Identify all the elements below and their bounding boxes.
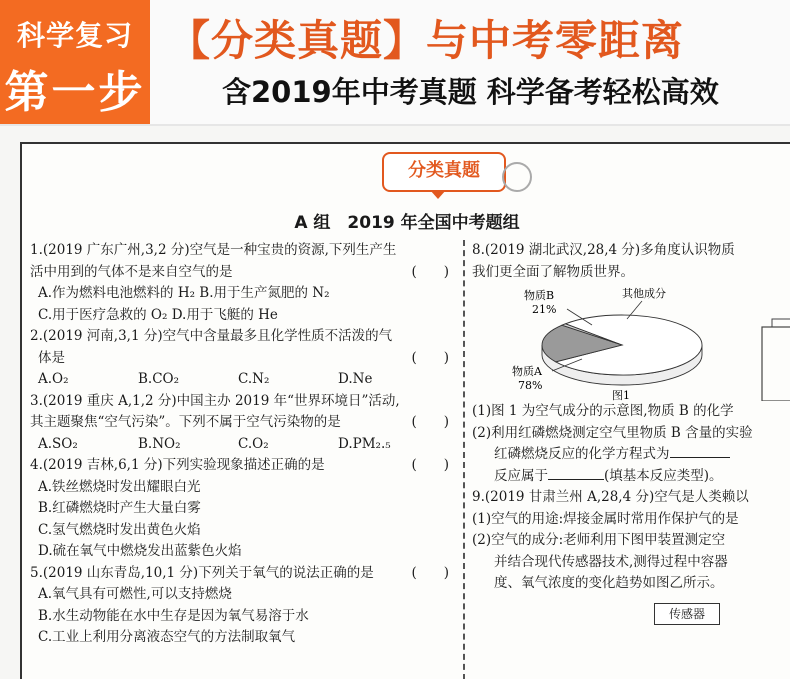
q2-line2-text: 体是 [38, 349, 65, 366]
badge-line1: 科学复习 [16, 19, 133, 52]
promo-banner [0, 0, 790, 126]
q1-option-cd: C.用于医疗急救的 O₂ D.用于飞艇的 He [38, 306, 278, 323]
workbook-page [20, 142, 790, 679]
fig-caption: 图1 [612, 389, 630, 401]
label-b-pct: 21% [532, 303, 557, 316]
label-a-pct: 78% [518, 379, 543, 392]
sensor-box [654, 603, 720, 625]
blank-line [548, 479, 604, 480]
q8-sub3 [472, 444, 790, 466]
q5-line1 [30, 563, 455, 585]
q2-line1: 2.(2019 河南,3,1 分)空气中含量最多且化学性质不活泼的气 [30, 328, 393, 344]
q3-options [30, 434, 455, 456]
section-tag: 分类真题 [382, 152, 506, 192]
q3-line1: 3.(2019 重庆 A,1,2 分)中国主办 2019 年“世界环境日”活动, [30, 392, 400, 409]
pie-chart [472, 283, 790, 401]
q9-line5: 度、氧气浓度的变化趋势如图乙所示。 [494, 575, 724, 591]
q2-option-b: B.CO₂ [138, 371, 180, 387]
q9-line4: 并结合现代传感器技术,测得过程中容器 [494, 553, 728, 570]
sensor-label: 传感器 [668, 606, 705, 621]
q5-option-b: B.水生动物能在水中生存是因为氧气易溶于水 [38, 607, 309, 624]
answer-paren: ( ) [411, 414, 449, 430]
banner-headline: 【分类真题】与中考零距离 [168, 16, 685, 65]
q8-sub3-text: 红磷燃烧反应的化学方程式为 [494, 446, 670, 462]
q4-line1 [30, 455, 455, 477]
q3-option-d: D.PM₂.₅ [338, 435, 391, 452]
label-a: 物质A [512, 365, 542, 378]
label-other: 其他成分 [622, 287, 666, 300]
q1-line1: 1.(2019 广东广州,3,2 分)空气是一种宝贵的资源,下列生产生 [30, 242, 397, 258]
q2-option-a: A.O₂ [38, 371, 69, 387]
q4-option-a: A.铁丝燃烧时发出耀眼白光 [38, 478, 201, 495]
column-divider [463, 240, 465, 679]
group-title: A 组 2019 年全国中考题组 [294, 213, 520, 233]
q3-option-c: C.O₂ [238, 435, 269, 452]
pie-chart-svg [472, 283, 790, 401]
q9-line3: (2)空气的成分:老师利用下图甲装置测定空 [472, 532, 726, 548]
orange-badge [0, 0, 150, 124]
blank-line [670, 457, 730, 458]
gear-icon [502, 162, 532, 192]
q9-line2: (1)空气的用途:焊接金属时常用作保护气的是 [472, 510, 739, 527]
q4-line1-text: 4.(2019 吉林,6,1 分)下列实验现象描述正确的是 [30, 457, 325, 473]
q8-sub4 [472, 466, 790, 488]
q2-option-d: D.Ne [338, 371, 373, 387]
q8-sub4-text: 反应属于 [494, 467, 548, 484]
banner-subline: 含2019年中考真题 科学备考轻松高效 [222, 75, 719, 109]
q3-line2-text: 其主题聚焦“空气污染”。下列不属于空气污染物的是 [30, 414, 341, 430]
badge-line2: 第一步 [4, 67, 146, 118]
q3-option-b: B.NO₂ [138, 435, 181, 452]
q4-option-d: D.硫在氧气中燃烧发出蓝紫色火焰 [38, 543, 242, 559]
answer-paren: ( ) [411, 457, 449, 473]
q4-option-b: B.红磷燃烧时产生大量白雾 [38, 500, 201, 516]
q3-option-a: A.SO₂ [38, 435, 78, 452]
q2-option-c: C.N₂ [238, 371, 270, 387]
pie-slices [542, 315, 702, 385]
q3-line2 [30, 412, 455, 434]
q2-line2 [30, 348, 455, 370]
q4-option-c: C.氢气燃烧时发出黄色火焰 [38, 521, 201, 538]
q1-line2-text: 活中用到的气体不是来自空气的是 [30, 263, 233, 280]
right-column [472, 240, 790, 625]
q1-line2 [30, 262, 455, 284]
answer-paren: ( ) [411, 349, 449, 366]
q8-line2: 我们更全面了解物质世界。 [472, 263, 634, 280]
apparatus-sketch [762, 327, 790, 401]
q8-sub4-end: (填基本反应类型)。 [604, 467, 723, 484]
answer-paren: ( ) [411, 263, 449, 280]
label-b: 物质B [524, 289, 555, 302]
section-tag-pointer [430, 190, 446, 199]
q8-sub1: (1)图 1 为空气成分的示意图,物质 B 的化学 [472, 403, 734, 419]
answer-paren: ( ) [411, 564, 449, 581]
q2-options [30, 369, 455, 391]
apparatus-lid [772, 319, 790, 327]
q1-option-ab: A.作为燃料电池燃料的 H₂ B.用于生产氮肥的 N₂ [38, 285, 330, 301]
q9-line1: 9.(2019 甘肃兰州 A,28,4 分)空气是人类赖以 [472, 489, 749, 505]
q8-line1: 8.(2019 湖北武汉,28,4 分)多角度认识物质 [472, 242, 735, 258]
q5-option-a: A.氧气具有可燃性,可以支持燃烧 [38, 586, 232, 602]
q8-sub2: (2)利用红磷燃烧测定空气里物质 B 含量的实验 [472, 424, 753, 441]
q5-option-c: C.工业上利用分离液态空气的方法制取氧气 [38, 629, 296, 645]
q5-line1-text: 5.(2019 山东青岛,10,1 分)下列关于氧气的说法正确的是 [30, 564, 374, 581]
left-column [30, 240, 455, 649]
